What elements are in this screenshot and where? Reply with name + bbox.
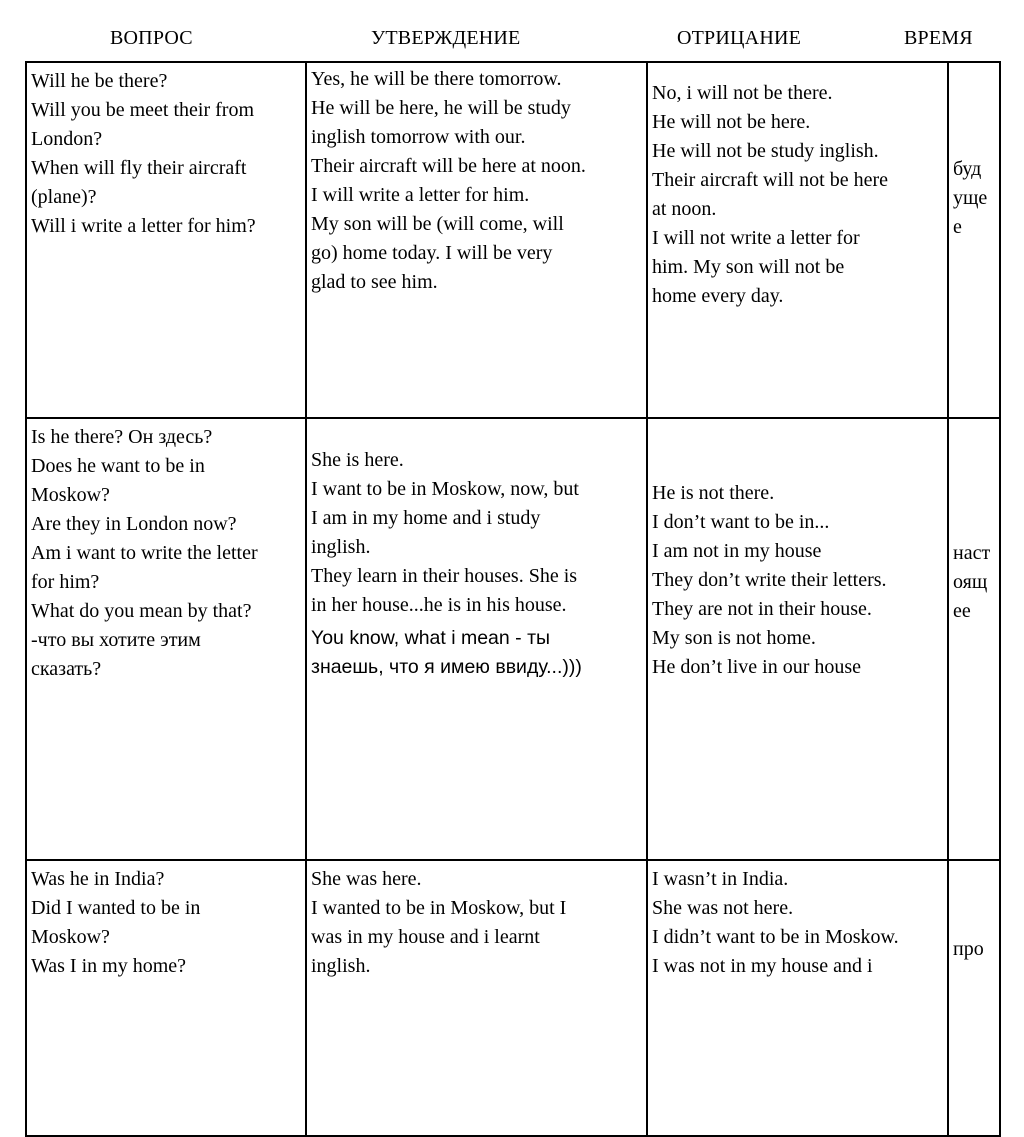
table-row-future (26, 62, 1000, 418)
negation-line: He is not there. (652, 482, 775, 504)
tense-cell-past (948, 860, 1000, 1136)
affirmation-line: He will be here, he will be study (311, 97, 571, 119)
header-question: ВОПРОС (110, 27, 193, 49)
affirmation-line: inglish. (311, 955, 371, 977)
question-line: Will you be meet their from (31, 99, 255, 121)
header-negation: ОТРИЦАНИЕ (677, 27, 802, 49)
tense-line: про (953, 938, 984, 960)
affirmation-cell-future (306, 62, 647, 418)
negation-line: She was not here. (652, 897, 794, 919)
negation-line: He will not be study inglish. (652, 140, 879, 162)
affirmation-line: go) home today. I will be very (311, 242, 553, 264)
negation-line: I don’t want to be in... (652, 511, 830, 533)
negation-line: They don’t write their letters. (652, 569, 887, 591)
header-affirmation: УТВЕРЖДЕНИЕ (371, 27, 521, 49)
affirmation-line: inglish tomorrow with our. (311, 126, 526, 148)
negation-line: him. My son will not be (652, 256, 845, 278)
negation-cell-future (647, 62, 948, 418)
question-line: (plane)? (31, 186, 97, 208)
question-line: What do you mean by that? (31, 600, 252, 622)
tense-cell-future (948, 62, 1000, 418)
affirmation-cell-past (306, 860, 647, 1136)
negation-line: I was not in my house and i (652, 955, 873, 977)
question-line: Will i write a letter for him? (31, 215, 256, 237)
negation-line: Their aircraft will not be here (652, 169, 888, 191)
header-tense: ВРЕМЯ (904, 27, 973, 49)
question-line: Will he be there? (31, 70, 168, 92)
question-cell-past (26, 860, 306, 1136)
affirmation-line: glad to see him. (311, 271, 438, 293)
negation-line: He don’t live in our house (652, 656, 862, 678)
question-line: London? (31, 128, 103, 150)
negation-line: He will not be here. (652, 111, 811, 133)
question-line: Moskow? (31, 484, 110, 506)
affirmation-line: I want to be in Moskow, now, but (311, 478, 579, 500)
question-line: Was he in India? (31, 868, 165, 890)
affirmation-cell-present (306, 418, 647, 860)
negation-line: No, i will not be there. (652, 82, 833, 104)
question-line: Are they in London now? (31, 513, 237, 535)
affirmation-line: They learn in their houses. She is (311, 565, 578, 587)
question-cell-present (26, 418, 306, 860)
affirmation-line: inglish. (311, 536, 371, 558)
question-cell-future (26, 62, 306, 418)
tense-line: е (953, 216, 962, 238)
affirmation-line: She was here. (311, 868, 422, 890)
question-line: When will fly their aircraft (31, 157, 247, 179)
affirmation-line: I am in my home and i study (311, 507, 541, 529)
table-row-past (26, 860, 1000, 1136)
affirmation-line: знаешь, что я имею ввиду...))) (311, 656, 582, 678)
tense-line: ее (953, 600, 971, 622)
negation-line: home every day. (652, 285, 784, 307)
affirmation-line: in her house...he is in his house. (311, 594, 567, 616)
affirmation-line: I will write a letter for him. (311, 184, 530, 206)
question-line: for him? (31, 571, 100, 593)
tense-line: буд (953, 158, 982, 180)
question-line: Was I in my home? (31, 955, 187, 977)
question-line: Is he there? Он здесь? (31, 426, 213, 448)
affirmation-line: Their aircraft will be here at noon. (311, 155, 586, 177)
negation-line: I didn’t want to be in Moskow. (652, 926, 899, 948)
negation-line: They are not in their house. (652, 598, 872, 620)
question-line: -что вы хотите этим (31, 629, 201, 651)
question-line: Does he want to be in (31, 455, 205, 477)
affirmation-line: My son will be (will come, will (311, 213, 564, 235)
negation-line: I will not write a letter for (652, 227, 860, 249)
negation-line: I am not in my house (652, 540, 822, 562)
question-line: сказать? (31, 658, 102, 680)
question-line: Am i want to write the letter (31, 542, 258, 564)
affirmation-line: You know, what i mean - ты (311, 627, 551, 649)
tense-cell-present (948, 418, 1000, 860)
tense-line: оящ (953, 571, 988, 593)
grammar-table (25, 61, 1001, 1137)
question-line: Did I wanted to be in (31, 897, 201, 919)
tense-line: наст (953, 542, 991, 564)
negation-cell-past (647, 860, 948, 1136)
affirmation-line: I wanted to be in Moskow, but I (311, 897, 567, 919)
negation-cell-present (647, 418, 948, 860)
table-row-present (26, 418, 1000, 860)
question-line: Moskow? (31, 926, 110, 948)
affirmation-line: was in my house and i learnt (311, 926, 540, 948)
negation-line: My son is not home. (652, 627, 816, 649)
affirmation-line: She is here. (311, 449, 404, 471)
negation-line: at noon. (652, 198, 717, 220)
tense-line: уще (953, 187, 988, 209)
negation-line: I wasn’t in India. (652, 868, 789, 890)
affirmation-line: Yes, he will be there tomorrow. (311, 68, 562, 90)
